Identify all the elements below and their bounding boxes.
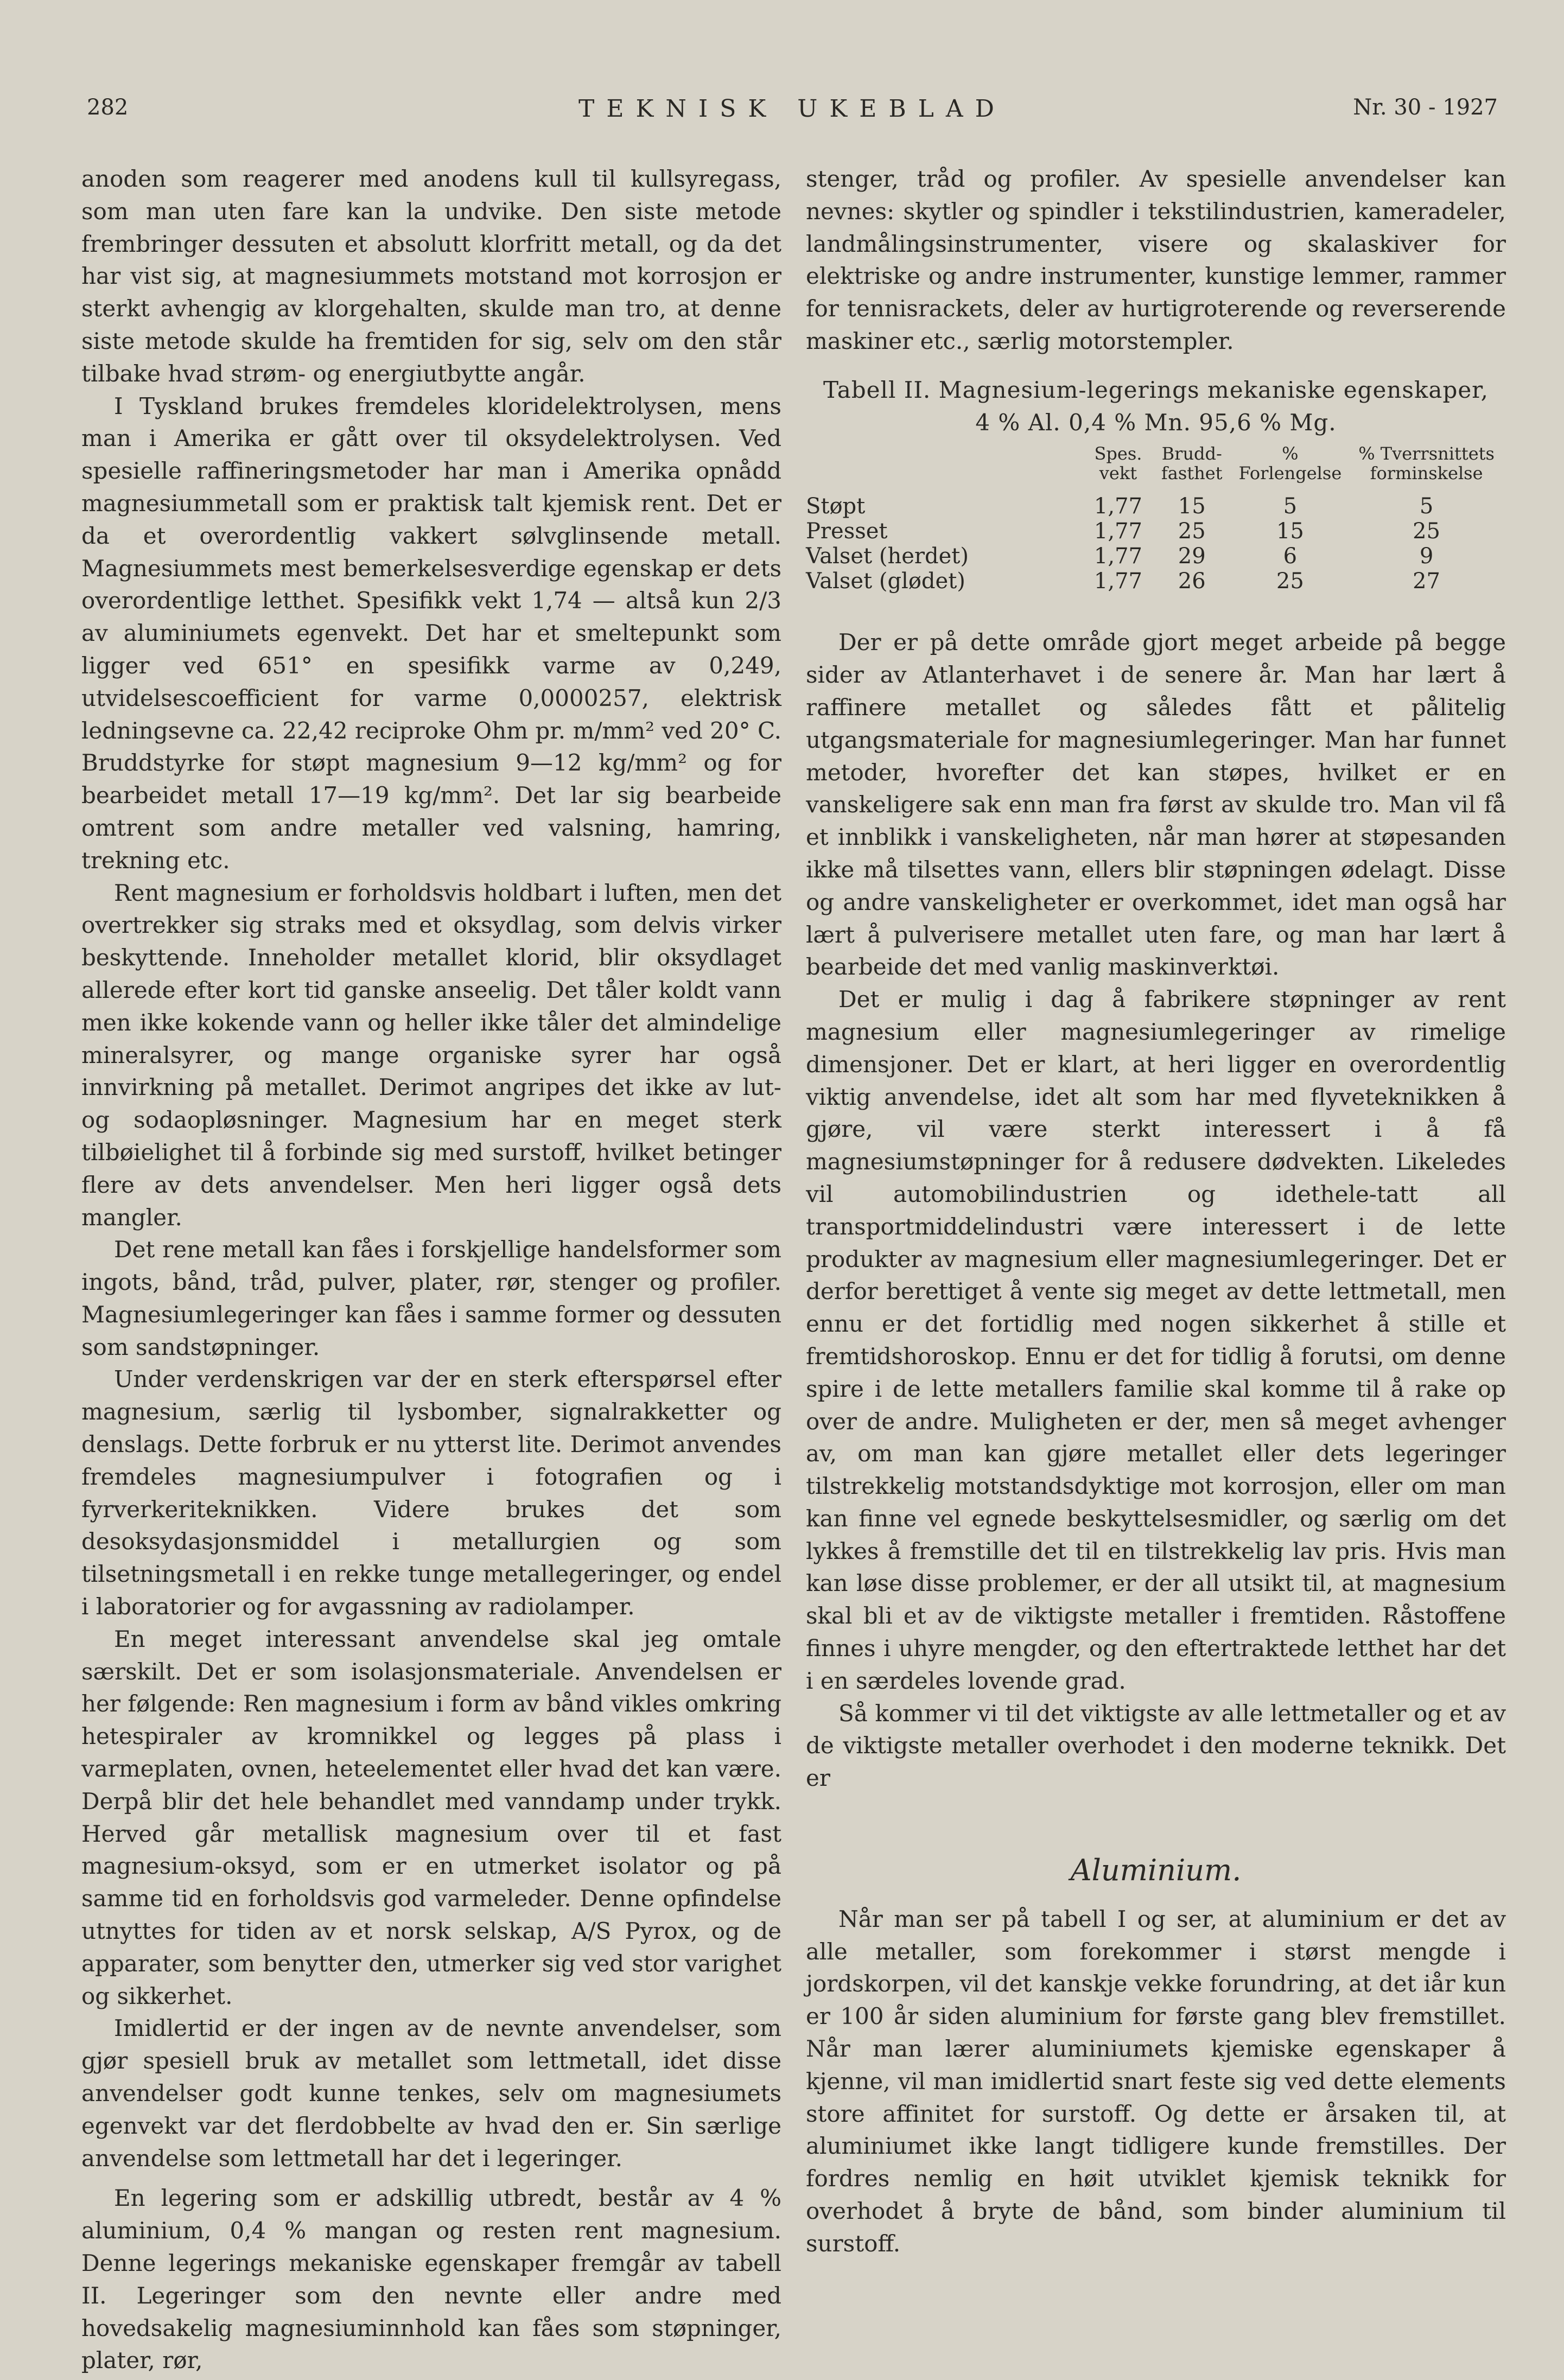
paragraph: I Tyskland brukes fremdeles kloridelektrolysen, mens man i Amerika er gått over til oksydelektrolysen. Ved spesielle raffineringsmetoder har man i Amerika opnådd magnesiummetall som er praktisk talt kjemisk rent. Det er da et overordentlig vakkert sølvglinsende metall. Magnesiummets mest bemerkelsesverdige egenskap er dets overordentlige letthet. Spesifikk vekt 1,74 — altså kun 2/3 av aluminiumets egenvekt. Det har et smeltepunkt som ligger ved 651° en spesifikk varme av 0,249, utvidelsescoefficient for varme 0,0000257, elektrisk ledningsevne ca. 22,42 reciproke Ohm pr. m/mm² ved 20° C. Bruddstyrke for støpt magnesium 9—12 kg/mm² og for bearbeidet metall 17—19 kg/mm². Det lar sig bearbeide omtrent som andre metaller ved valsning, hamring, trekning etc. [81,392,781,874]
paragraph: En meget interessant anvendelse skal jeg omtale særskilt. Det er som isolasjonsmateriale. Anvendelsen er her følgende: Ren magnesium i form av bånd vikles omkring hetespiraler av kromnikkel og legges på plass i varmeplaten, ovnen, heteelementet eller hvad det kan være. Derpå blir det hele behandlet med vanndamp under trykk. Herved går metallisk magnesium over til et fast magnesium-oksyd, som er en utmerket isolator og på samme tid en forholdsvis god varmeleder. Denne opfindelse utnyttes for tiden av et norsk selskap, A/S Pyrox, og de apparater, som benytter den, utmerker sig ved stor varighet og sikkerhet. [81,1625,781,2009]
row-label: Valset (glødet) [806,569,965,594]
left-column [81,163,781,2377]
table-header-cell: Spes. vekt [1094,443,1142,484]
table-header-cell: % Forlengelse [1238,443,1342,484]
paragraph: Så kommer vi til det viktigste av alle lettmetaller og et av de viktigste metaller overhodet i den moderne teknikk. Det er [806,1700,1506,1792]
issue-number: Nr. 30 - 1927 [1353,95,1498,120]
table-caption [806,374,1506,439]
row-label: Valset (herdet) [806,544,969,569]
row-label: Støpt [806,494,866,519]
table-row [806,544,1506,569]
right-column [806,163,1506,2260]
table-cell: 9 [1419,544,1434,569]
properties-table [806,444,1506,594]
publication-title: TEKNISK UKEBLAD [578,95,1006,123]
table-cell: 1,77 [1093,569,1142,594]
table-cell: 29 [1178,544,1206,569]
paragraph: Når man ser på tabell I og ser, at aluminium er det av alle metaller, som forekommer i størst mengde i jordskorpen, vil det kanskje vekke forundring, at det iår kun er 100 år siden aluminium for første gang blev fremstillet. Når man lærer aluminiumets kjemiske egenskaper å kjenne, vil man imidlertid snart feste sig ved dette elements store affinitet for surstoff. Og dette er årsaken til, at aluminiumet ikke langt tidligere kunde fremstilles. Der fordres nemlig en høit utviklet kjemisk teknikk for overhodet å bryte de bånd, som binder aluminium til surstoff. [806,1905,1506,2257]
table-cell: 25 [1276,569,1304,594]
paragraph: stenger, tråd og profiler. Av spesielle anvendelser kan nevnes: skytler og spindler i tekstilindustrien, kameradeler, landmålingsinstrumenter, visere og skalaskiver for elektriske og andre instrumenter, kunstige lemmer, rammer for tennisrackets, deler av hurtigroterende og reverserende maskiner etc., særlig motorstempler. [806,166,1506,354]
table-cell: 25 [1413,519,1441,544]
page-number: 282 [87,95,129,120]
table-row [806,519,1506,544]
table-row [806,569,1506,594]
row-label: Presset [806,519,888,544]
table-header-cell [806,444,1086,494]
table-cell: 1,77 [1093,494,1142,519]
table-cell: 5 [1419,494,1434,519]
table-cell: 1,77 [1093,519,1142,544]
page-header [87,95,1498,128]
table-row [806,494,1506,519]
paragraph: Det er mulig i dag å fabrikere støpninger av rent magnesium eller magnesiumlegeringer av rimelige dimensjoner. Det er klart, at heri ligger en overordentlig viktig anvendelse, idet alt som har med flyveteknikken å gjøre, vil være sterkt interessert i å få magnesiumstøpninger for å redusere dødvekten. Likeledes vil automobilindustrien og idethele-tatt all transportmiddelindustri være interessert i de lette produkter av magnesium eller magnesiumlegeringer. Det er derfor berettiget å vente sig meget av dette lettmetall, men ennu er det fortidlig med nogen sikkerhet å stille et fremtidshoroskop. Ennu er det for tidlig å forutsi, om denne spire i de lette metallers familie skal komme til å rake op over de andre. Muligheten er der, men så meget avhenger av, om man kan gjøre metallet eller dets legeringer tilstrekkelig motstandsdyktige mot korrosjon, eller om man kan finne vel egnede beskyttelsesmidler, og særlig om det lykkes å fremstille det til en tilstrekkelig lav pris. Hvis man kan løse disse problemer, er der all utsikt til, at magnesium skal bli et av de viktigste metaller i fremtiden. Råstoffene finnes i uhyre mengder, og den eftertraktede letthet har det i en særdeles lovende grad. [806,986,1506,1694]
paragraph: Der er på dette område gjort meget arbeide på begge sider av Atlanterhavet i de senere år. Man har lært å raffinere metallet og således fått et pålitelig utgangsmateriale for magnesiumlegeringer. Man har funnet metoder, hvorefter det kan støpes, hvilket er en vanskeligere sak enn man fra først av skulde tro. Man vil få et innblikk i vanskeligheten, når man hører at støpesanden ikke må tilsettes vann, ellers blir støpningen ødelagt. Disse og andre vanskeligheter er overkommet, idet man også har lært å pulverisere metallet uten fare, og man har lært å bearbeide det med vanlig maskinverktøi. [806,629,1506,981]
table-cell: 27 [1413,569,1441,594]
paragraph: Rent magnesium er forholdsvis holdbart i luften, men det overtrekker sig straks med et oksydlag, som delvis virker beskyttende. Inneholder metallet klorid, blir oksydlaget allerede efter kort tid ganske anseelig. Det tåler koldt vann men ikke kokende vann og heller ikke tåler det almindelige mineralsyrer, og mange organiske syrer har også innvirkning på metallet. Derimot angripes det ikke av lut- og sodaopløsninger. Magnesium har en meget sterk tilbøielighet til å forbinde sig med surstoff, hvilket betinger flere av dets anvendelser. Men heri ligger også dets mangler. [81,879,781,1231]
table-cell: 5 [1283,494,1298,519]
table-cell: 1,77 [1093,544,1142,569]
table-cell: 15 [1276,519,1304,544]
table-caption-title: Tabell II. Magnesium-legerings mekaniske egenskaper, [823,376,1489,403]
paragraph: En legering som er adskillig utbredt, består av 4 % aluminium, 0,4 % mangan og resten rent magnesium. Denne legerings mekaniske egenskaper fremgår av tabell II. Legeringer som den nevnte eller andre med hovedsakelig magnesiuminnhold kan fåes som støpninger, plater, rør, [81,2185,781,2374]
table-header-row [806,444,1506,494]
table-cell: 25 [1178,519,1206,544]
table-cell: 26 [1178,569,1206,594]
paragraph: Det rene metall kan fåes i forskjellige handelsformer som ingots, bånd, tråd, pulver, plater, rør, stenger og profiler. Magnesiumlegeringer kan fåes i samme former og dessuten som sandstøpninger. [81,1236,781,1360]
table-header-cell: % Tverrsnittets forminskelse [1358,443,1495,484]
table-cell: 15 [1178,494,1206,519]
table-header-cell: Brudd-fasthet [1161,443,1223,484]
table-cell: 6 [1283,544,1298,569]
table-caption-composition: 4 % Al. 0,4 % Mn. 95,6 % Mg. [975,409,1337,436]
paragraph: Under verdenskrigen var der en sterk efterspørsel efter magnesium, særlig til lysbomber, signalrakketter og denslags. Dette forbruk er nu ytterst lite. Derimot anvendes fremdeles magnesiumpulver i fotografien og i fyrverkeriteknikken. Videre brukes det som desoksydasjonsmiddel i metallurgien og som tilsetningsmetall i en rekke tunge metallegeringer, og endel i laboratorier og for avgassning av radiolamper. [81,1366,781,1620]
section-heading: Aluminium. [1070,1853,1242,1888]
paragraph: Imidlertid er der ingen av de nevnte anvendelser, som gjør spesiell bruk av metallet som lettmetall, idet disse anvendelser godt kunne tenkes, selv om magnesiumets egenvekt var det flerdobbelte av hvad den er. Sin særlige anvendelse som lettmetall har det i legeringer. [81,2015,781,2172]
paragraph: anoden som reagerer med anodens kull til kullsyregass, som man uten fare kan la undvike. Den siste metode frembringer dessuten et absolutt klorfritt metall, og da det har vist sig, at magnesiummets motstand mot korrosjon er sterkt avhengig av klorgehalten, skulde man tro, at denne siste metode skulde ha fremtiden for sig, selv om den står tilbake hvad strøm- og energiutbytte angår. [81,166,781,387]
